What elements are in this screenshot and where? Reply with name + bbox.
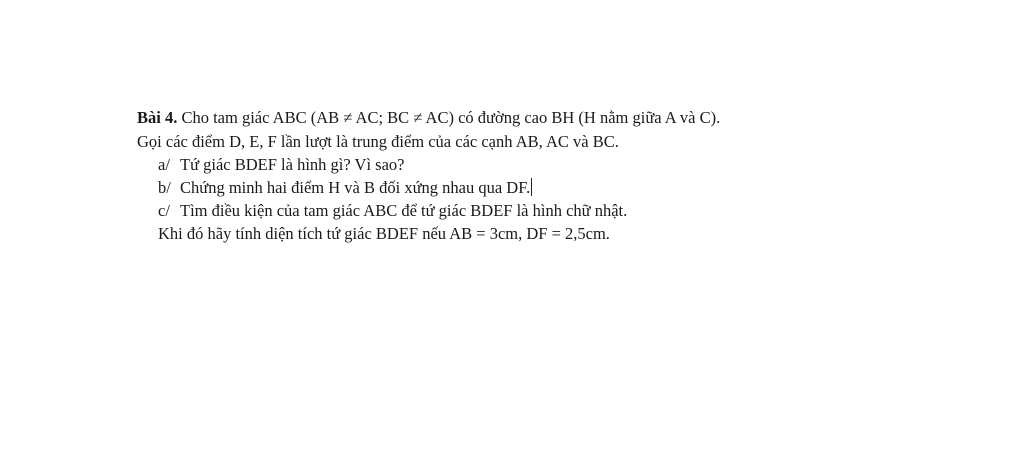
part-c: [158, 201, 627, 221]
problem-intro: Cho tam giác ABC (AB ≠ AC; BC ≠ AC) có đường cao BH (H nằm giữa A và C).: [177, 108, 721, 127]
part-a: [158, 155, 404, 175]
text-cursor: [531, 178, 532, 196]
part-b: [158, 178, 532, 198]
part-c-label: c/: [158, 201, 170, 220]
problem-number: Bài 4.: [137, 108, 178, 127]
part-a-text: Tứ giác BDEF là hình gì? Vì sao?: [180, 155, 405, 174]
part-c-text: Tìm điều kiện của tam giác ABC để tứ giác BDEF là hình chữ nhật.: [180, 201, 628, 220]
part-b-text: Chứng minh hai điểm H và B đối xứng nhau qua DF.: [180, 178, 531, 197]
part-c-continuation: Khi đó hãy tính diện tích tứ giác BDEF nếu AB = 3cm, DF = 2,5cm.: [158, 224, 610, 243]
problem-title-line: [137, 108, 720, 128]
problem-setup-line: Gọi các điểm D, E, F lần lượt là trung điểm của các cạnh AB, AC và BC.: [137, 132, 619, 151]
part-a-label: a/: [158, 155, 170, 174]
part-b-label: b/: [158, 178, 171, 197]
